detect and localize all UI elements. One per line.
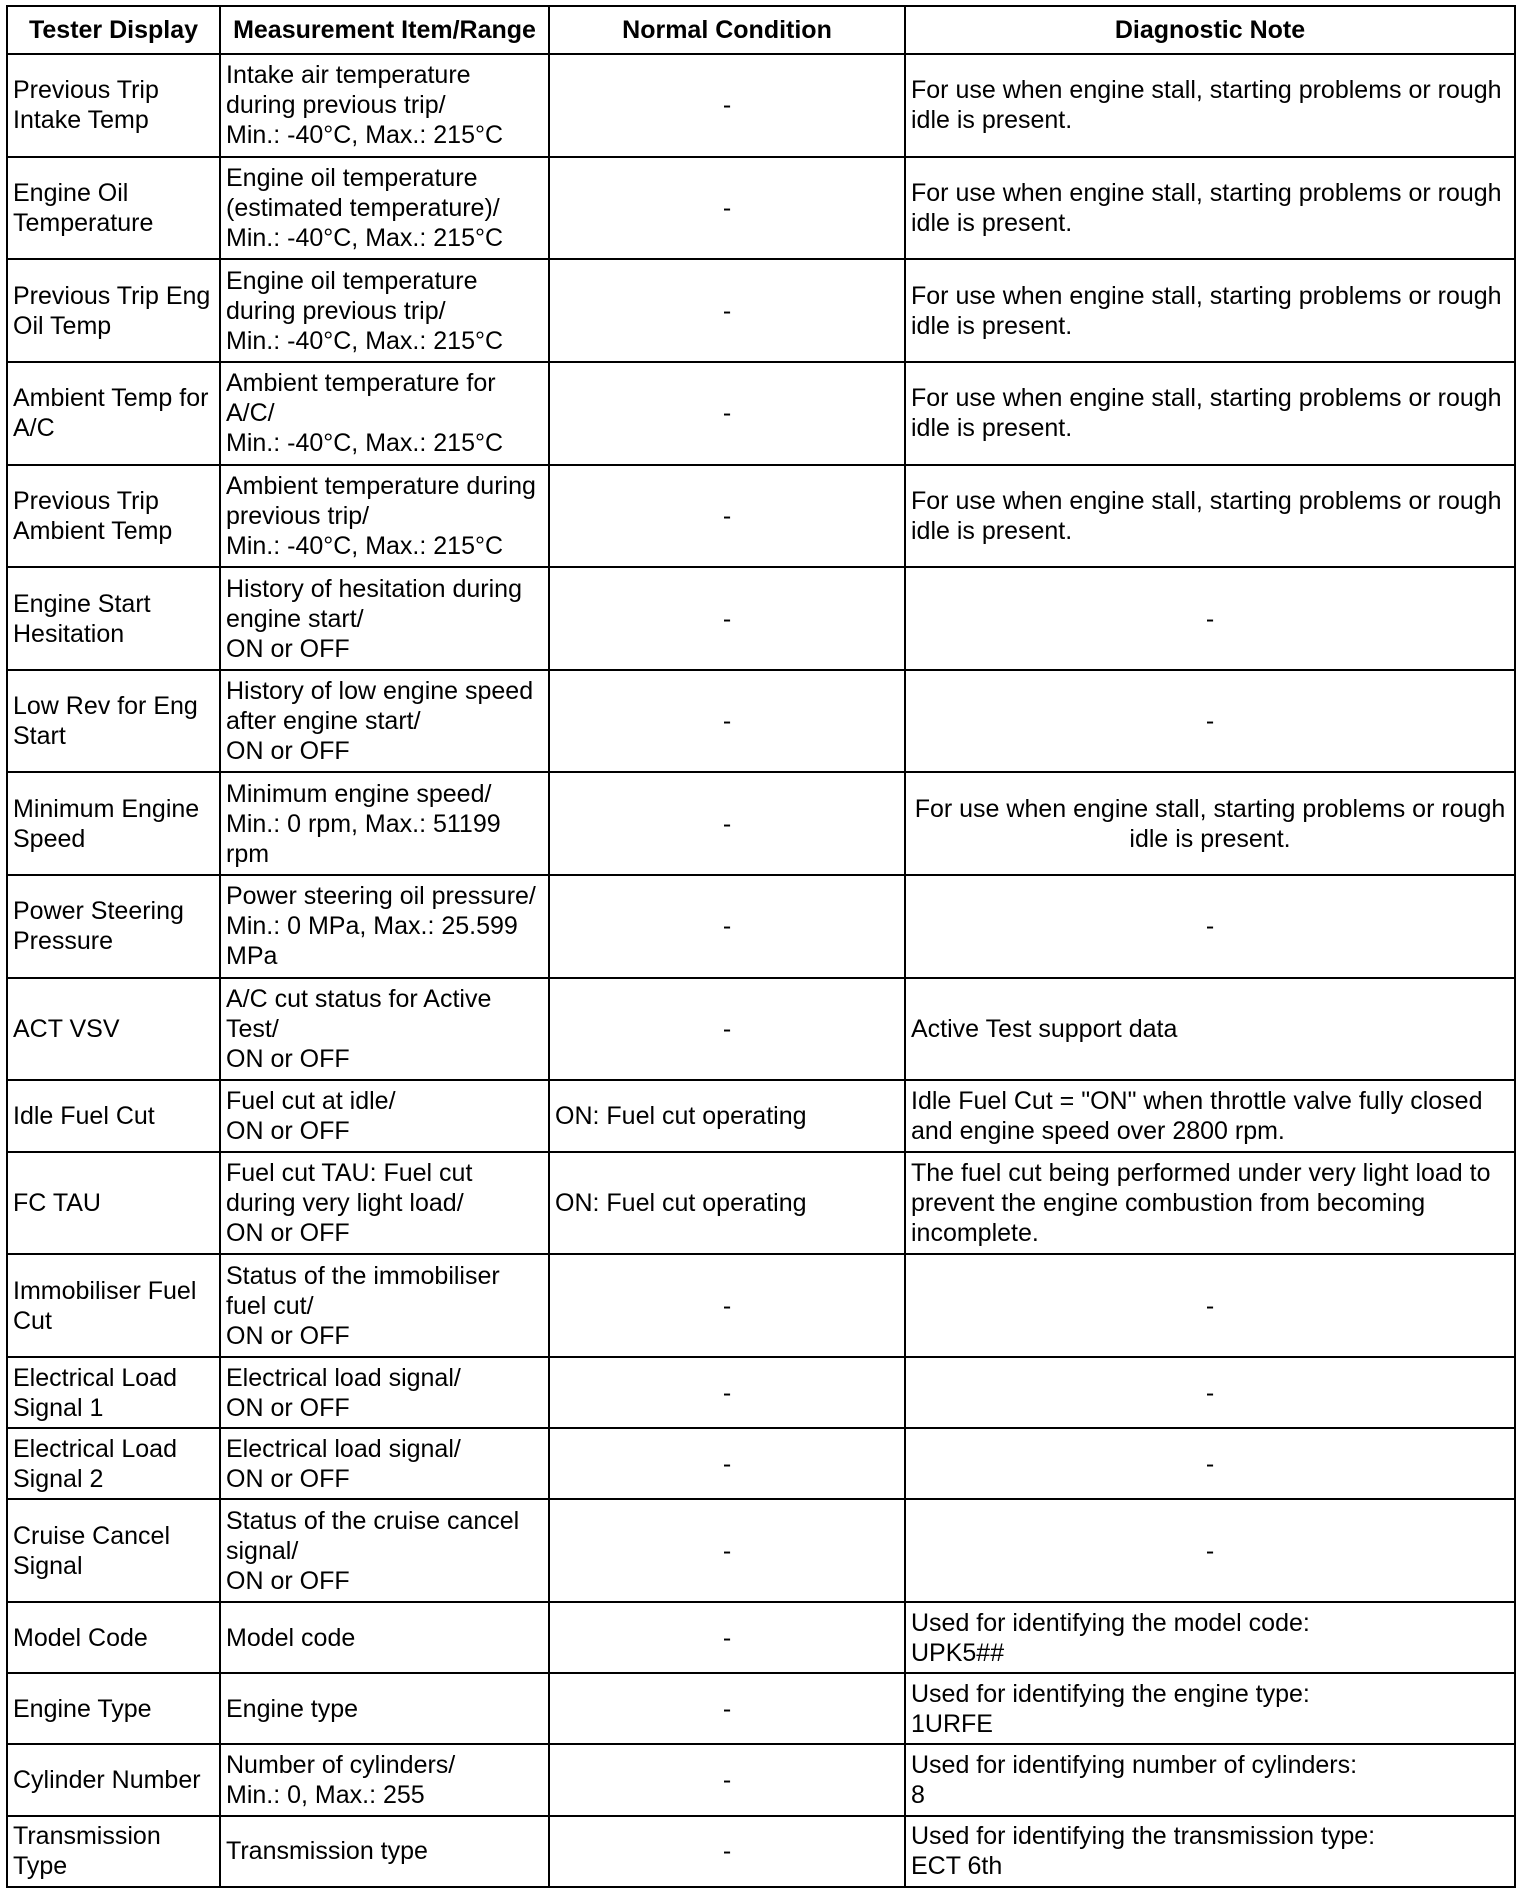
cell-normal-condition <box>549 1744 905 1815</box>
cell-tester-display-text: Engine Type <box>13 1694 152 1723</box>
cell-diagnostic-note <box>905 1428 1515 1499</box>
cell-measurement-item <box>220 1080 549 1151</box>
cell-normal-condition <box>549 1499 905 1602</box>
cell-measurement-item-text: Power steering oil pressure/ Min.: 0 MPa, Max.: 25.599 MPa <box>226 882 536 971</box>
cell-tester-display <box>7 978 220 1081</box>
header-normal-condition: Normal Condition <box>549 6 905 54</box>
cell-tester-display-text: Power Steering Pressure <box>13 897 184 956</box>
cell-tester-display-text: Idle Fuel Cut <box>13 1102 155 1131</box>
cell-tester-display-text: Minimum Engine Speed <box>13 794 200 853</box>
table-row <box>7 670 1515 773</box>
cell-measurement-item <box>220 875 549 978</box>
cell-normal-condition <box>549 1428 905 1499</box>
cell-normal-condition <box>549 54 905 157</box>
cell-measurement-item-text: Engine oil temperature during previous trip/ Min.: -40°C, Max.: 215°C <box>226 266 504 355</box>
table-row <box>7 1152 1515 1255</box>
cell-normal-condition-text: - <box>722 193 732 222</box>
cell-tester-display-text: Engine Oil Temperature <box>13 178 154 237</box>
cell-diagnostic-note-text: Used for identifying the engine type: 1URFE <box>911 1679 1310 1738</box>
cell-tester-display <box>7 1744 220 1815</box>
cell-measurement-item <box>220 1816 549 1887</box>
cell-normal-condition-text: - <box>722 1536 732 1565</box>
table-row <box>7 1744 1515 1815</box>
header-diagnostic-note: Diagnostic Note <box>905 6 1515 54</box>
cell-tester-display <box>7 1673 220 1744</box>
cell-normal-condition-text: - <box>722 912 732 941</box>
cell-tester-display <box>7 362 220 465</box>
cell-measurement-item <box>220 465 549 568</box>
cell-measurement-item <box>220 1673 549 1744</box>
cell-tester-display <box>7 157 220 260</box>
table-row <box>7 978 1515 1081</box>
cell-diagnostic-note-text: - <box>1205 1536 1215 1565</box>
cell-normal-condition <box>549 670 905 773</box>
cell-tester-display <box>7 567 220 670</box>
cell-normal-condition <box>549 567 905 670</box>
cell-normal-condition-text: - <box>722 399 732 428</box>
cell-diagnostic-note-text: Idle Fuel Cut = "ON" when throttle valve fully closed and engine speed over 2800 rpm. <box>911 1087 1483 1146</box>
table-row <box>7 1357 1515 1428</box>
cell-measurement-item <box>220 978 549 1081</box>
cell-measurement-item <box>220 1357 549 1428</box>
cell-measurement-item-text: Transmission type <box>226 1837 428 1866</box>
cell-diagnostic-note <box>905 1080 1515 1151</box>
cell-tester-display-text: Electrical Load Signal 2 <box>13 1434 177 1493</box>
cell-tester-display <box>7 1428 220 1499</box>
cell-tester-display <box>7 1357 220 1428</box>
cell-tester-display-text: Model Code <box>13 1623 148 1652</box>
cell-diagnostic-note <box>905 978 1515 1081</box>
cell-normal-condition-text: - <box>722 501 732 530</box>
cell-diagnostic-note <box>905 54 1515 157</box>
cell-measurement-item-text: Engine oil temperature (estimated temperature)/ Min.: -40°C, Max.: 215°C <box>226 163 504 252</box>
cell-tester-display-text: Ambient Temp for A/C <box>13 384 209 443</box>
cell-measurement-item <box>220 1499 549 1602</box>
cell-diagnostic-note-text: Active Test support data <box>911 1015 1178 1044</box>
table-row <box>7 362 1515 465</box>
cell-measurement-item-text: Model code <box>226 1623 356 1652</box>
cell-diagnostic-note-text: For use when engine stall, starting problems or rough idle is present. <box>911 76 1502 135</box>
cell-tester-display-text: Previous Trip Ambient Temp <box>13 486 173 545</box>
cell-diagnostic-note <box>905 670 1515 773</box>
cell-tester-display-text: FC TAU <box>13 1188 101 1217</box>
table-row <box>7 1499 1515 1602</box>
cell-normal-condition <box>549 1357 905 1428</box>
cell-measurement-item <box>220 54 549 157</box>
cell-normal-condition-text: ON: Fuel cut operating <box>555 1188 807 1217</box>
cell-normal-condition <box>549 157 905 260</box>
cell-normal-condition <box>549 1602 905 1673</box>
cell-measurement-item-text: Engine type <box>226 1694 359 1723</box>
cell-measurement-item <box>220 1602 549 1673</box>
table-row <box>7 1602 1515 1673</box>
cell-diagnostic-note-text: Used for identifying the transmission type: ECT 6th <box>911 1822 1376 1881</box>
cell-normal-condition-text: - <box>722 1837 732 1866</box>
cell-diagnostic-note-text: Used for identifying number of cylinders: 8 <box>911 1751 1358 1810</box>
cell-normal-condition <box>549 1816 905 1887</box>
cell-tester-display-text: Transmission Type <box>13 1822 161 1881</box>
cell-diagnostic-note <box>905 1357 1515 1428</box>
cell-tester-display-text: ACT VSV <box>13 1015 120 1044</box>
cell-tester-display <box>7 1254 220 1357</box>
cell-normal-condition <box>549 875 905 978</box>
cell-normal-condition-text: - <box>722 1291 732 1320</box>
cell-measurement-item-text: Ambient temperature for A/C/ Min.: -40°C, Max.: 215°C <box>226 369 504 458</box>
cell-normal-condition-text: - <box>722 91 732 120</box>
cell-normal-condition <box>549 1254 905 1357</box>
table-row <box>7 157 1515 260</box>
cell-tester-display <box>7 259 220 362</box>
cell-tester-display <box>7 465 220 568</box>
cell-diagnostic-note <box>905 1499 1515 1602</box>
cell-diagnostic-note-text: For use when engine stall, starting problems or rough idle is present. <box>911 281 1502 340</box>
cell-tester-display <box>7 1080 220 1151</box>
cell-tester-display-text: Immobiliser Fuel Cut <box>13 1276 197 1335</box>
cell-normal-condition-text: - <box>722 1015 732 1044</box>
cell-measurement-item-text: Minimum engine speed/ Min.: 0 rpm, Max.: 51199 rpm <box>226 779 501 868</box>
cell-tester-display-text: Low Rev for Eng Start <box>13 692 198 751</box>
cell-measurement-item <box>220 1744 549 1815</box>
cell-tester-display-text: Cylinder Number <box>13 1766 201 1795</box>
cell-measurement-item-text: Electrical load signal/ ON or OFF <box>226 1434 461 1493</box>
cell-measurement-item <box>220 259 549 362</box>
cell-diagnostic-note-text: - <box>1205 1449 1215 1478</box>
cell-measurement-item-text: A/C cut status for Active Test/ ON or OFF <box>226 985 492 1074</box>
table-row <box>7 259 1515 362</box>
cell-diagnostic-note <box>905 259 1515 362</box>
cell-normal-condition <box>549 772 905 875</box>
header-tester-display: Tester Display <box>7 6 220 54</box>
table-row <box>7 54 1515 157</box>
cell-diagnostic-note <box>905 1152 1515 1255</box>
cell-diagnostic-note-text: - <box>1205 604 1215 633</box>
cell-normal-condition <box>549 259 905 362</box>
cell-normal-condition-text: - <box>722 296 732 325</box>
cell-diagnostic-note-text: The fuel cut being performed under very light load to prevent the engine combustion from becoming incomplete. <box>911 1158 1491 1247</box>
cell-measurement-item-text: Fuel cut TAU: Fuel cut during very light load/ ON or OFF <box>226 1158 473 1247</box>
table-row <box>7 875 1515 978</box>
diagnostic-data-table <box>6 5 1516 1888</box>
cell-normal-condition-text: - <box>722 1766 732 1795</box>
cell-tester-display <box>7 1602 220 1673</box>
cell-normal-condition-text: - <box>722 1694 732 1723</box>
table-body <box>7 54 1515 1887</box>
cell-diagnostic-note-text: - <box>1205 1378 1215 1407</box>
cell-diagnostic-note <box>905 465 1515 568</box>
cell-diagnostic-note <box>905 157 1515 260</box>
cell-normal-condition <box>549 1152 905 1255</box>
cell-diagnostic-note <box>905 362 1515 465</box>
table-row <box>7 465 1515 568</box>
cell-tester-display-text: Electrical Load Signal 1 <box>13 1363 177 1422</box>
cell-normal-condition-text: - <box>722 1378 732 1407</box>
cell-measurement-item <box>220 157 549 260</box>
cell-diagnostic-note-text: For use when engine stall, starting problems or rough idle is present. <box>911 178 1502 237</box>
cell-tester-display <box>7 1152 220 1255</box>
cell-normal-condition <box>549 362 905 465</box>
cell-diagnostic-note-text: - <box>1205 1291 1215 1320</box>
cell-normal-condition-text: ON: Fuel cut operating <box>555 1102 807 1131</box>
cell-measurement-item <box>220 362 549 465</box>
cell-normal-condition <box>549 978 905 1081</box>
cell-normal-condition-text: - <box>722 1623 732 1652</box>
cell-diagnostic-note-text: For use when engine stall, starting problems or rough idle is present. <box>911 384 1502 443</box>
table-row <box>7 772 1515 875</box>
cell-tester-display <box>7 1499 220 1602</box>
cell-measurement-item-text: Intake air temperature during previous trip/ Min.: -40°C, Max.: 215°C <box>226 61 504 150</box>
cell-tester-display <box>7 875 220 978</box>
cell-measurement-item-text: History of hesitation during engine start/ ON or OFF <box>226 574 522 663</box>
cell-measurement-item-text: Number of cylinders/ Min.: 0, Max.: 255 <box>226 1751 456 1810</box>
cell-tester-display <box>7 54 220 157</box>
cell-measurement-item <box>220 1428 549 1499</box>
cell-measurement-item <box>220 772 549 875</box>
cell-tester-display <box>7 772 220 875</box>
cell-tester-display-text: Cruise Cancel Signal <box>13 1521 171 1580</box>
cell-tester-display <box>7 1816 220 1887</box>
cell-diagnostic-note <box>905 875 1515 978</box>
cell-measurement-item-text: Status of the cruise cancel signal/ ON or OFF <box>226 1506 520 1595</box>
cell-measurement-item-text: Ambient temperature during previous trip/ Min.: -40°C, Max.: 215°C <box>226 471 536 560</box>
cell-measurement-item <box>220 1152 549 1255</box>
table-row <box>7 1816 1515 1887</box>
cell-diagnostic-note <box>905 1673 1515 1744</box>
cell-tester-display <box>7 670 220 773</box>
cell-tester-display-text: Previous Trip Intake Temp <box>13 76 159 135</box>
cell-measurement-item-text: History of low engine speed after engine start/ ON or OFF <box>226 677 534 766</box>
cell-diagnostic-note <box>905 1254 1515 1357</box>
cell-diagnostic-note <box>905 567 1515 670</box>
cell-normal-condition <box>549 1080 905 1151</box>
cell-measurement-item-text: Fuel cut at idle/ ON or OFF <box>226 1087 396 1146</box>
cell-diagnostic-note <box>905 772 1515 875</box>
cell-measurement-item-text: Status of the immobiliser fuel cut/ ON or OFF <box>226 1261 500 1350</box>
table-row <box>7 1428 1515 1499</box>
table-row <box>7 567 1515 670</box>
cell-diagnostic-note-text: - <box>1205 912 1215 941</box>
cell-tester-display-text: Previous Trip Eng Oil Temp <box>13 281 211 340</box>
cell-normal-condition <box>549 1673 905 1744</box>
cell-tester-display-text: Engine Start Hesitation <box>13 589 151 648</box>
table-row <box>7 1673 1515 1744</box>
cell-diagnostic-note-text: For use when engine stall, starting problems or rough idle is present. <box>914 794 1506 853</box>
header-row <box>7 6 1515 54</box>
cell-diagnostic-note <box>905 1744 1515 1815</box>
cell-diagnostic-note-text: Used for identifying the model code: UPK5## <box>911 1608 1310 1667</box>
cell-diagnostic-note-text: For use when engine stall, starting problems or rough idle is present. <box>911 486 1502 545</box>
cell-diagnostic-note <box>905 1816 1515 1887</box>
cell-diagnostic-note <box>905 1602 1515 1673</box>
cell-measurement-item-text: Electrical load signal/ ON or OFF <box>226 1363 461 1422</box>
cell-measurement-item <box>220 1254 549 1357</box>
table-row <box>7 1080 1515 1151</box>
cell-measurement-item <box>220 567 549 670</box>
cell-normal-condition <box>549 465 905 568</box>
cell-diagnostic-note-text: - <box>1205 707 1215 736</box>
cell-normal-condition-text: - <box>722 1449 732 1478</box>
table-row <box>7 1254 1515 1357</box>
cell-measurement-item <box>220 670 549 773</box>
cell-normal-condition-text: - <box>722 707 732 736</box>
cell-normal-condition-text: - <box>722 604 732 633</box>
cell-normal-condition-text: - <box>722 809 732 838</box>
header-measurement-item: Measurement Item/Range <box>220 6 549 54</box>
